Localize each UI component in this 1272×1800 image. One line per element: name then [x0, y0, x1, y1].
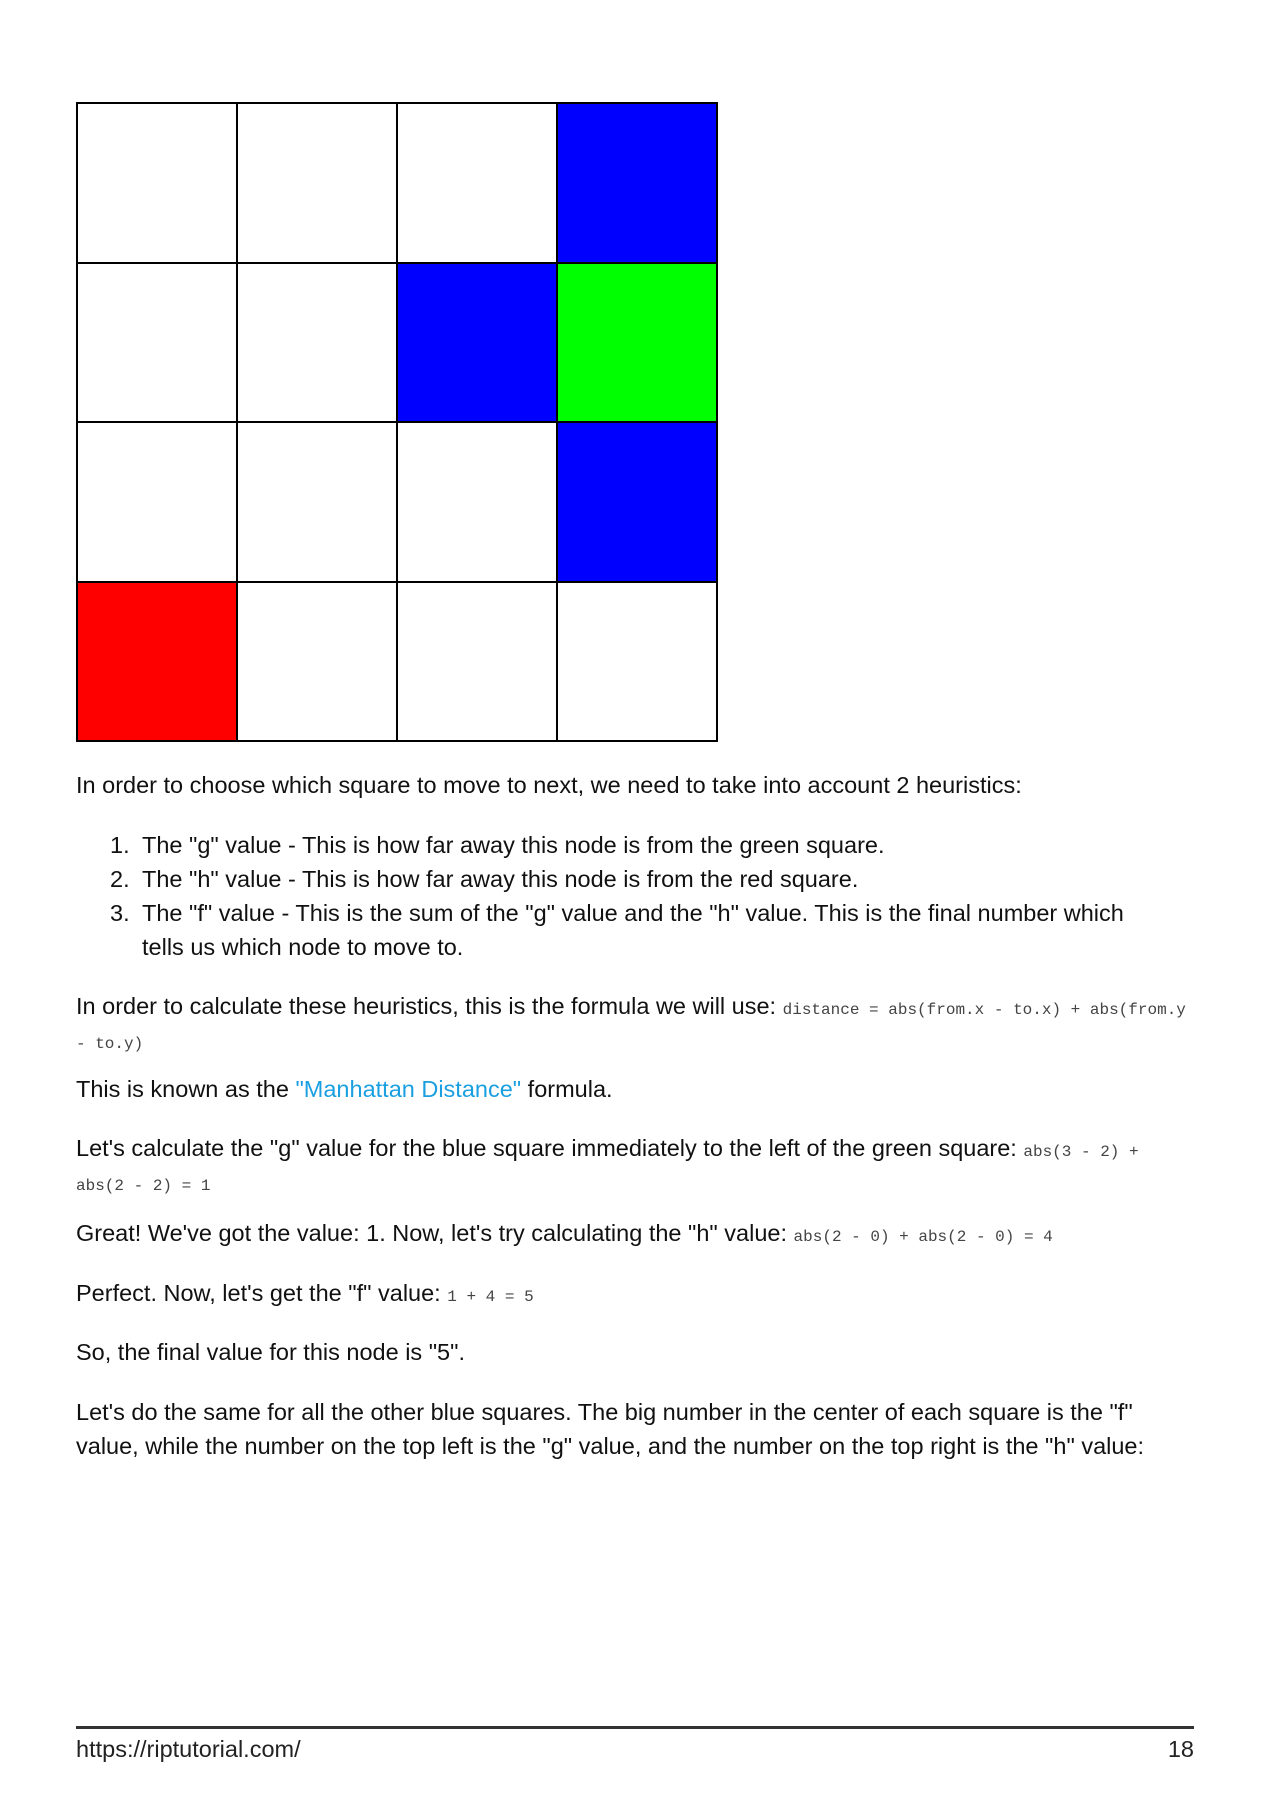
- list-text: The "g" value - This is how far away this node is from the green square.: [142, 832, 885, 858]
- manhattan-post: formula.: [521, 1076, 613, 1102]
- h-calc-paragraph: [76, 1216, 1196, 1254]
- grid-cell-white: [237, 582, 397, 742]
- grid-cell-white: [397, 422, 557, 582]
- grid-cell-white: [397, 582, 557, 742]
- manhattan-distance-link[interactable]: "Manhattan Distance": [295, 1076, 522, 1102]
- page-number: 18: [1167, 1736, 1194, 1762]
- grid-cell-white: [77, 263, 237, 423]
- list-number: 1.: [110, 832, 130, 858]
- grid-diagram: [76, 102, 718, 742]
- formula-code: distance = abs(from.x - to.x) + abs(from.y - to.y): [76, 1001, 1186, 1053]
- grid-cell-white: [237, 422, 397, 582]
- f-calc-text: Perfect. Now, let's get the "f" value:: [76, 1280, 448, 1306]
- h-calc-text: Great! We've got the value: 1. Now, let's try calculating the "h" value:: [76, 1220, 794, 1246]
- list-text: The "f" value - This is the sum of the "g" value and the "h" value. This is the final number which tells us which node to move to.: [142, 900, 1124, 960]
- grid-cell-white: [77, 103, 237, 263]
- g-calc-code: abs(3 - 2) + abs(2 - 2) = 1: [76, 1143, 1139, 1195]
- footer-divider: [76, 1726, 1194, 1729]
- grid-cell-green: [557, 263, 717, 423]
- footer-url[interactable]: https://riptutorial.com/: [76, 1736, 301, 1762]
- formula-paragraph: [76, 991, 1196, 1059]
- final-paragraph: So, the final value for this node is "5".: [76, 1339, 465, 1365]
- list-item: [110, 896, 1190, 964]
- grid-cell-blue: [397, 263, 557, 423]
- list-number: 3.: [110, 900, 130, 926]
- h-calc-code: abs(2 - 0) + abs(2 - 0) = 4: [793, 1228, 1053, 1246]
- f-calc-code: 1 + 4 = 5: [447, 1288, 534, 1306]
- grid-cell-red: [77, 582, 237, 742]
- grid-cell-white: [557, 582, 717, 742]
- formula-text: In order to calculate these heuristics, this is the formula we will use:: [76, 993, 783, 1019]
- closing-paragraph: Let's do the same for all the other blue squares. The big number in the center of each square is the "f" value, while the number on the top left is the "g" value, and the number on the top right is the "h" value:: [76, 1399, 1145, 1459]
- g-calc-text: Let's calculate the "g" value for the blue square immediately to the left of the green square:: [76, 1135, 1024, 1161]
- list-item: [110, 862, 1190, 896]
- grid-cell-white: [237, 263, 397, 423]
- manhattan-pre: This is known as the: [76, 1076, 296, 1102]
- manhattan-paragraph: [76, 1072, 1196, 1106]
- grid-cell-white: [237, 103, 397, 263]
- list-number: 2.: [110, 866, 130, 892]
- grid-cell-blue: [557, 103, 717, 263]
- grid-cell-white: [77, 422, 237, 582]
- grid-cell-white: [397, 103, 557, 263]
- list-item: [110, 828, 1190, 862]
- intro-paragraph: In order to choose which square to move to next, we need to take into account 2 heuristics:: [76, 772, 1022, 798]
- list-text: The "h" value - This is how far away this node is from the red square.: [142, 866, 859, 892]
- g-calc-paragraph: [76, 1133, 1196, 1201]
- grid-cell-blue: [557, 422, 717, 582]
- f-calc-paragraph: [76, 1276, 1196, 1314]
